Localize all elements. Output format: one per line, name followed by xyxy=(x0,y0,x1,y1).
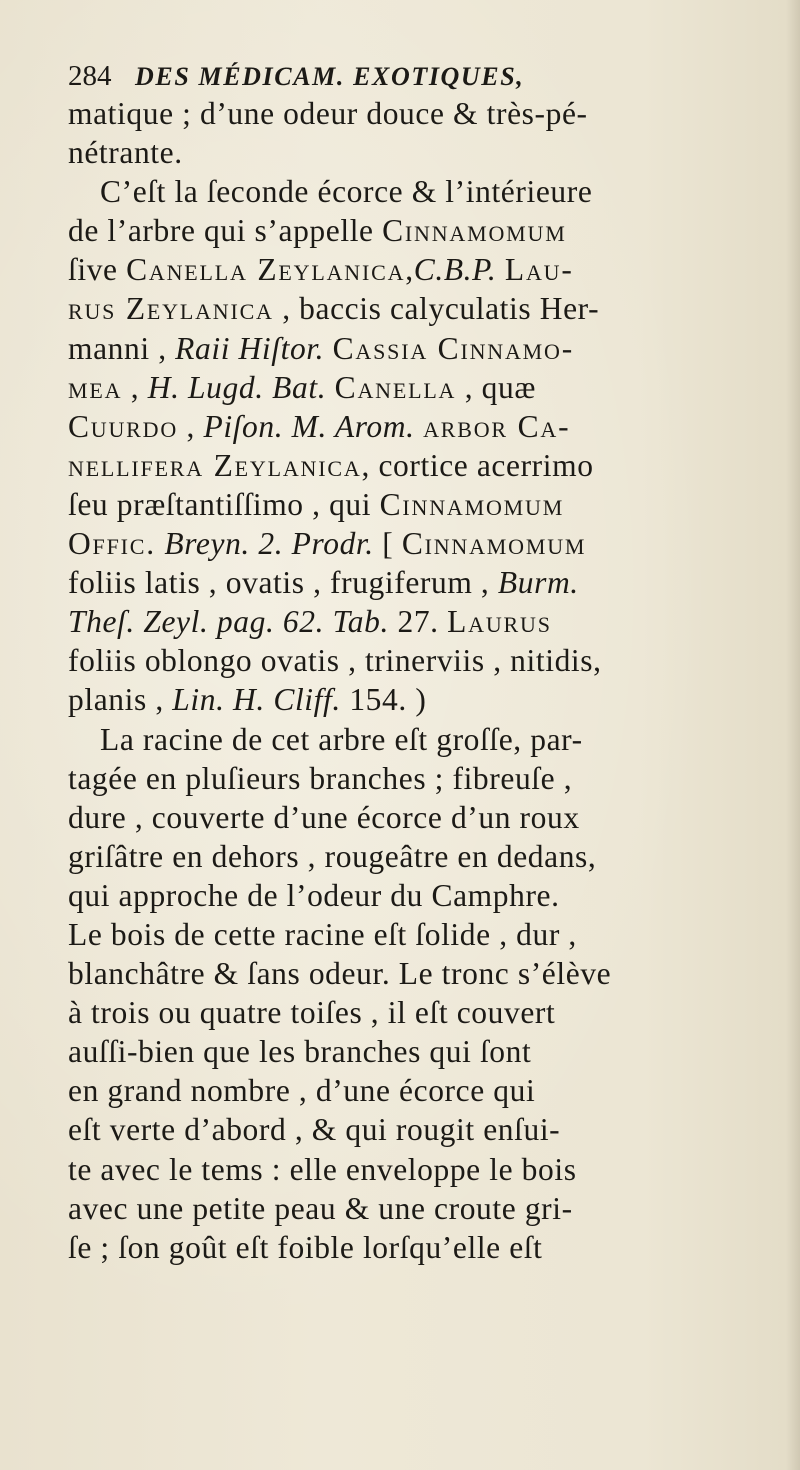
text-segment: manni , xyxy=(68,330,176,366)
text-segment: te avec le tems : elle enveloppe le bois xyxy=(68,1151,577,1187)
italic-text: H. Lugd. Bat. xyxy=(147,369,327,405)
text-segment: en grand nombre , d’une écorce qui xyxy=(68,1073,536,1109)
small-caps-text: Offic. xyxy=(68,526,156,562)
text-line xyxy=(68,485,780,524)
text-segment xyxy=(326,370,334,405)
small-caps-text: Cinnamomum xyxy=(382,213,567,249)
text-segment: matique ; d’une odeur douce & très-pé- xyxy=(68,96,588,131)
page-number: 284 xyxy=(68,60,112,92)
text-segment xyxy=(324,331,332,366)
text-line xyxy=(68,1032,780,1071)
text-segment: tagée en pluſieurs branches ; fibreuſe , xyxy=(68,760,573,796)
text-line xyxy=(68,289,780,328)
italic-text: Piſon. M. Arom. xyxy=(203,408,415,444)
text-line xyxy=(68,211,780,250)
text-line xyxy=(68,1150,780,1189)
text-segment: dure , couverte d’une écorce d’un roux xyxy=(68,799,580,835)
text-segment xyxy=(496,252,504,287)
text-line xyxy=(68,563,780,602)
text-line xyxy=(68,602,780,641)
italic-text: C.B.P. xyxy=(413,252,497,288)
text-segment: nétrante. xyxy=(68,135,183,171)
text-line xyxy=(68,368,780,407)
text-line xyxy=(68,759,780,798)
text-segment: , xyxy=(122,369,148,405)
text-line xyxy=(68,993,780,1032)
text-line xyxy=(68,133,780,172)
text-line xyxy=(68,876,780,915)
text-segment xyxy=(415,409,423,444)
small-caps-text: Laurus xyxy=(447,604,552,640)
text-line xyxy=(68,954,780,993)
italic-text: Raii Hiſtor. xyxy=(175,330,325,366)
text-segment: de l’arbre qui s’appelle xyxy=(68,213,383,249)
text-segment: C’eſt la ſeconde écorce & l’intérieure xyxy=(100,174,593,210)
text-segment: , quæ xyxy=(456,369,536,405)
italic-text: Burm. xyxy=(497,565,579,601)
text-segment: qui approche de l’odeur du Camphre. xyxy=(68,877,560,913)
text-segment: à trois ou quatre toiſes , il eſt couvert xyxy=(68,995,556,1031)
small-caps-text: mea xyxy=(68,369,123,405)
text-segment: , xyxy=(178,408,204,444)
small-caps-text: Canella xyxy=(334,369,457,405)
small-caps-text: Cinnamomum xyxy=(379,486,565,522)
small-caps-text: Lau- xyxy=(504,252,574,288)
small-caps-text: rus Zeylanica xyxy=(68,291,274,327)
text-line xyxy=(68,172,780,211)
text-line xyxy=(68,1071,780,1110)
page-edge-shadow xyxy=(786,0,800,1470)
text-line xyxy=(68,680,780,719)
text-segment: , cortice acerrimo xyxy=(361,447,594,483)
text-segment: eſt verte d’abord , & qui rougit enſui- xyxy=(68,1112,561,1148)
text-line xyxy=(68,1189,780,1228)
text-line xyxy=(68,250,780,289)
text-segment: ſive xyxy=(68,252,127,288)
text-segment: La racine de cet arbre eſt groſſe, par- xyxy=(100,721,583,757)
text-segment: 27. xyxy=(389,604,448,640)
small-caps-text: arbor Ca- xyxy=(423,408,571,444)
running-title: DES MÉDICAM. EXOTIQUES, xyxy=(135,62,525,91)
text-line xyxy=(68,407,780,446)
text-segment: avec une petite peau & une croute gri- xyxy=(68,1190,573,1226)
text-segment: ſeu præſtantiſſimo , qui xyxy=(68,486,380,522)
text-segment: , baccis calyculatis Her- xyxy=(273,291,600,327)
small-caps-text: Cassia Cinnamo- xyxy=(332,330,575,366)
text-line xyxy=(68,94,780,133)
text-segment: planis , xyxy=(68,682,173,718)
text-line xyxy=(68,837,780,876)
text-line xyxy=(68,720,780,759)
small-caps-text: Canella Zeylanica xyxy=(126,252,406,288)
text-segment: 154. ) xyxy=(340,682,427,718)
text-line xyxy=(68,641,780,680)
text-segment: foliis latis , ovatis , frugiferum , xyxy=(68,565,498,601)
body-text xyxy=(68,94,780,1267)
small-caps-text: nellifera Zeylanica xyxy=(68,447,362,483)
text-segment: ſe ; ſon goût eſt foible lorſqu’elle eſt xyxy=(68,1229,543,1265)
text-line xyxy=(68,1110,780,1149)
text-segment: griſâtre en dehors , rougeâtre en dedans, xyxy=(68,838,597,874)
text-segment: Le bois de cette racine eſt ſolide , dur , xyxy=(68,916,577,952)
text-segment: foliis oblongo ovatis , trinerviis , nitidis, xyxy=(68,643,602,679)
text-line xyxy=(68,915,780,954)
italic-text: Theſ. Zeyl. pag. 62. Tab. xyxy=(68,604,389,640)
text-line xyxy=(68,524,780,563)
text-segment: , xyxy=(405,252,414,288)
italic-text: Breyn. 2. Prodr. xyxy=(164,526,374,562)
text-segment: [ xyxy=(373,526,402,562)
small-caps-text: Cuurdo xyxy=(68,408,179,444)
small-caps-text: Cinnamomum xyxy=(401,526,587,562)
text-segment: auſſi-bien que les branches qui ſont xyxy=(68,1034,532,1070)
text-line xyxy=(68,446,780,485)
text-line xyxy=(68,798,780,837)
italic-text: Lin. H. Cliff. xyxy=(172,682,341,718)
text-line xyxy=(68,1228,780,1267)
text-line xyxy=(68,329,780,368)
text-segment: blanchâtre & ſans odeur. Le tronc s’élève xyxy=(68,956,612,992)
